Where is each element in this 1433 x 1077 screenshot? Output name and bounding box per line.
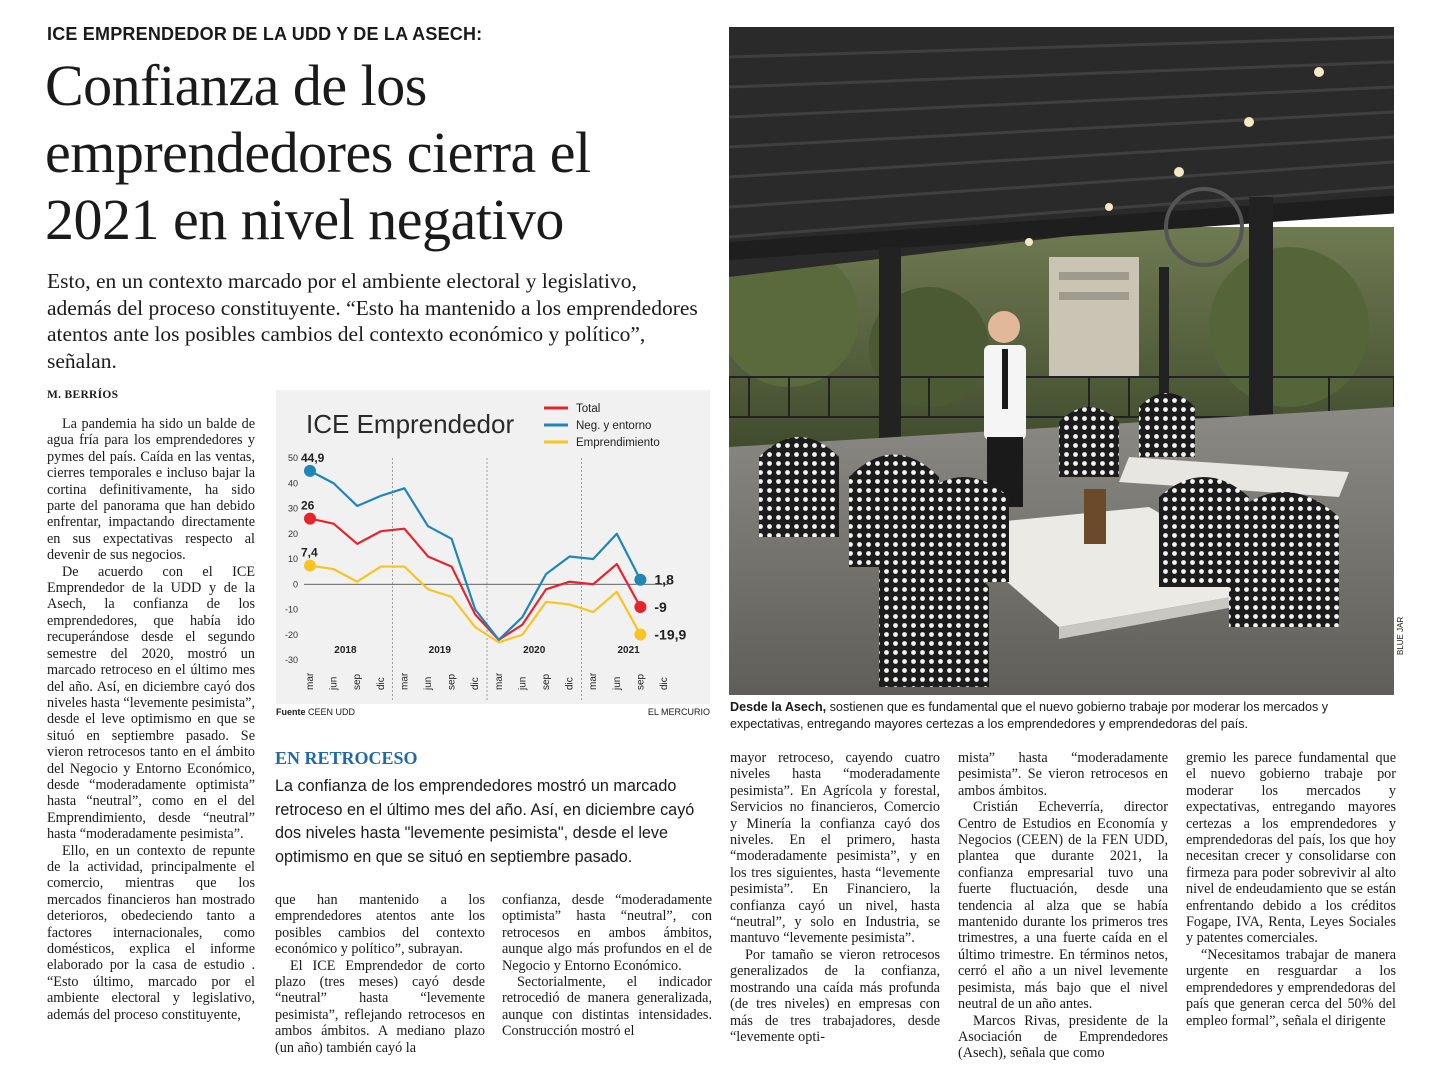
paragraph: confianza, desde “moderadamente optimista” hasta “neutral”, con retrocesos en ambos ámbitos, aunque algo más profundos en el de Negocio y Entorno Económico.	[502, 892, 712, 974]
caption-lead: Desde la Asech,	[730, 700, 827, 714]
sidebar-heading: EN RETROCESO	[275, 748, 418, 768]
series-start-label: 7,4	[301, 545, 318, 560]
year-label: 2019	[428, 645, 451, 656]
x-tick-label: jun	[517, 676, 529, 690]
article-column-6	[1186, 750, 1396, 1029]
x-tick-label: mar	[493, 672, 505, 690]
y-tick-label: 30	[287, 503, 298, 514]
x-tick-label: jun	[611, 676, 623, 690]
y-tick-label: -30	[284, 655, 298, 665]
y-tick-label: -10	[284, 604, 298, 615]
x-tick-label: dic	[375, 677, 387, 690]
paragraph: La pandemia ha sido un balde de agua fría para los emprendedores y pymes del país. Caída en las ventas, cierres temporales e incluso bajar la cortina definitivamente, ha sido parte del panorama que han debido enfrentar, impactando directamente en sus expectativas respecto al devenir de sus negocios.	[47, 416, 255, 564]
paragraph: mista” hasta “moderadamente pesimista”. Se vieron retrocesos en ambos ámbitos.	[958, 750, 1168, 799]
article-deck: Esto, en un contexto marcado por el ambiente electoral y legislativo, además del proceso constituyente. “Esto ha mantenido a los emprendedores atentos ante los posibles cambios del contexto económico y político”, señalan.	[47, 269, 698, 373]
paragraph: “Necesitamos trabajar de manera urgente en resguardar a los emprendedores y emprendedoras del país que generan cerca del 50% del empleo formal”, señala el dirigente	[1186, 946, 1396, 1029]
chart-x-axis	[305, 672, 670, 691]
year-label: 2021	[617, 645, 640, 656]
paragraph: Sectorialmente, el indicador retrocedió de manera generalizada, aunque con distintas intensidades. Construcción mostró el	[502, 974, 712, 1040]
series-start-point	[304, 560, 316, 572]
y-tick-label: -20	[284, 629, 298, 640]
series-start-label: 44,9	[301, 450, 325, 465]
y-tick-label: 50	[287, 453, 298, 463]
paragraph: El ICE Emprendedor de corto plazo (tres meses) cayó desde “neutral” hasta “levemente pesimista”, reflejando retrocesos en ambos ámbitos. A mediano plazo (un año) también cayó la	[275, 957, 485, 1056]
article-column-3	[502, 892, 712, 1040]
headline-line: emprendedores cierra el	[45, 120, 591, 185]
caption-text: sostienen que es fundamental que el nuevo gobierno trabaje por moderar los mercados y expectativas, entregando mayores certezas a los emprendedores y emprendedoras del país.	[730, 700, 1329, 731]
x-tick-label: dic	[470, 677, 482, 690]
x-tick-label: jun	[423, 676, 434, 690]
paragraph: que han mantenido a los emprendedores atentos ante los posibles cambios del contexto económico y político”, subrayan.	[275, 892, 485, 958]
legend-label: Total	[576, 403, 601, 415]
x-tick-label: dic	[564, 677, 576, 690]
article-byline: M. BERRÍOS	[47, 389, 119, 401]
article-column-5	[958, 750, 1168, 1062]
photo-caption	[730, 699, 1395, 732]
paragraph: Por tamaño se vieron retrocesos generalizados de la confianza, mostrando una caída más profunda (de tres niveles) en empresas con más de tres trabajadores, desde “levemente opti-	[730, 946, 940, 1045]
series-start-point	[304, 513, 316, 525]
paragraph: gremio les parece fundamental que el nuevo gobierno trabaje por moderar los mercados y expectativas, entregando mayores certezas a los emprendedores y emprendedoras del país, los que hoy necesitan crecer y consolidarse con firmeza para poder sobrevivir al alto nivel de endeudamiento que se están enfrentando debido a los créditos Fogape, IVA, Renta, Leyes Sociales y patentes comerciales.	[1186, 750, 1396, 947]
series-end-label: 1,8	[654, 571, 674, 588]
paragraph: Cristián Echeverría, director Centro de Estudios en Economía y Negocios (CEEN) de la FEN UDD, plantea que durante 2021, la confianza empresarial tuvo una fuerte fluctuación, desde una tendencia al alza que se había mantenido durante los primeros tres trimestres, a una fuerte caída en el último trimestre. En términos netos, cerró el año a un nivel levemente pesimista, más bajo que el nivel neutral de un año antes.	[958, 799, 1168, 1013]
paragraph: De acuerdo con el ICE Emprendedor de la UDD y de la Asech, la confianza de los emprendedores, que había ido recuperándose desde el segundo semestre del 2020, mostró un marcado retroceso en el último mes del año. Así, en diciembre cayó dos niveles hasta “levemente pesimista”, desde el leve optimismo en que se situó en septiembre pasado. Se vieron retrocesos tanto en el ámbito del Negocio y Entorno Económico, desde “moderadamente optimista” hasta “neutral”, como en el del Emprendimiento, desde “neutral” hasta “moderadamente pesimista”.	[47, 563, 256, 843]
chart-y-axis	[284, 450, 668, 665]
legend-label: Emprendimiento	[576, 437, 660, 449]
series-end-label: -19,9	[654, 626, 687, 643]
x-tick-label: jun	[328, 676, 340, 690]
x-tick-label: sep	[352, 673, 364, 690]
article-kicker: ICE EMPRENDEDOR DE LA UDD Y DE LA ASECH:	[47, 24, 483, 44]
series-end-point	[634, 601, 646, 613]
source-value: CEEN UDD	[308, 707, 356, 717]
chart-year-dividers	[393, 458, 582, 700]
article-column-1	[47, 416, 255, 1023]
y-tick-label: 20	[287, 528, 298, 539]
chart-source	[276, 707, 710, 721]
y-tick-label: 0	[292, 579, 298, 590]
paragraph: Ello, en un contexto de repunte de la actividad, principalmente el comercio, mientras que los mercados financieros han mostrado deterioros, obedeciendo tanto a factores internacionales, como domésticos, explica el informe elaborado por la casa de estudio . “Esto último, marcado por el ambiente electoral y legislativo, además del proceso constituyente,	[47, 842, 255, 1023]
headline-line: 2021 en nivel negativo	[45, 187, 564, 252]
series-end-label: -9	[654, 598, 667, 615]
x-tick-label: mar	[305, 672, 316, 690]
paragraph: Marcos Rivas, presidente de la Asociación de Emprendedores (Asech), señala que como	[958, 1012, 1168, 1062]
article-headline	[45, 52, 705, 253]
x-tick-label: mar	[588, 672, 600, 690]
x-tick-label: sep	[541, 673, 552, 690]
source-label: Fuente	[276, 707, 306, 717]
restaurant-terrace-photo	[729, 27, 1394, 695]
y-tick-label: 10	[287, 554, 298, 564]
series-line	[310, 566, 640, 643]
paragraph: mayor retroceso, cayendo cuatro niveles hasta “moderadamente pesimista”. En Agrícola y forestal, Servicios no financieros, Comercio y Minería la confianza cayó dos niveles. En el primero, hasta “moderadamente pesimista”, y en los tres siguientes, hasta “levemente pesimista”. En Financiero, la confianza cayó un nivel, hasta “neutral”, y solo en Industria, se mantuvo “levemente pesimista”.	[730, 750, 940, 947]
chart-title: ICE Emprendedor	[306, 409, 515, 439]
x-tick-label: mar	[399, 672, 411, 690]
series-start-point	[304, 465, 316, 477]
year-label: 2018	[334, 645, 357, 656]
ice-emprendedor-chart	[276, 390, 710, 704]
x-tick-label: sep	[446, 673, 458, 690]
series-end-point	[634, 574, 646, 586]
y-tick-label: 40	[287, 478, 298, 489]
sidebar-body: La confianza de los emprendedores mostró un marcado retroceso en el último mes del año. Así, en diciembre cayó dos niveles hasta "levemente pesimista", desde el leve optimismo en que se situó en septiembre pasado.	[275, 777, 695, 866]
article-column-2	[275, 892, 485, 1056]
year-label: 2020	[523, 645, 546, 656]
chart-series	[301, 451, 687, 643]
x-tick-label: dic	[659, 677, 670, 690]
source-outlet: EL MERCURIO	[647, 707, 710, 717]
x-tick-label: sep	[635, 673, 647, 690]
series-start-label: 26	[301, 498, 315, 513]
photo-credit: BLUE JAR	[1396, 616, 1405, 655]
series-end-point	[634, 628, 646, 640]
article-column-4	[730, 750, 940, 1045]
chart-legend	[544, 403, 660, 449]
legend-label: Neg. y entorno	[576, 420, 652, 432]
headline-line: Confianza de los	[45, 53, 427, 118]
chart-panel	[276, 390, 710, 704]
